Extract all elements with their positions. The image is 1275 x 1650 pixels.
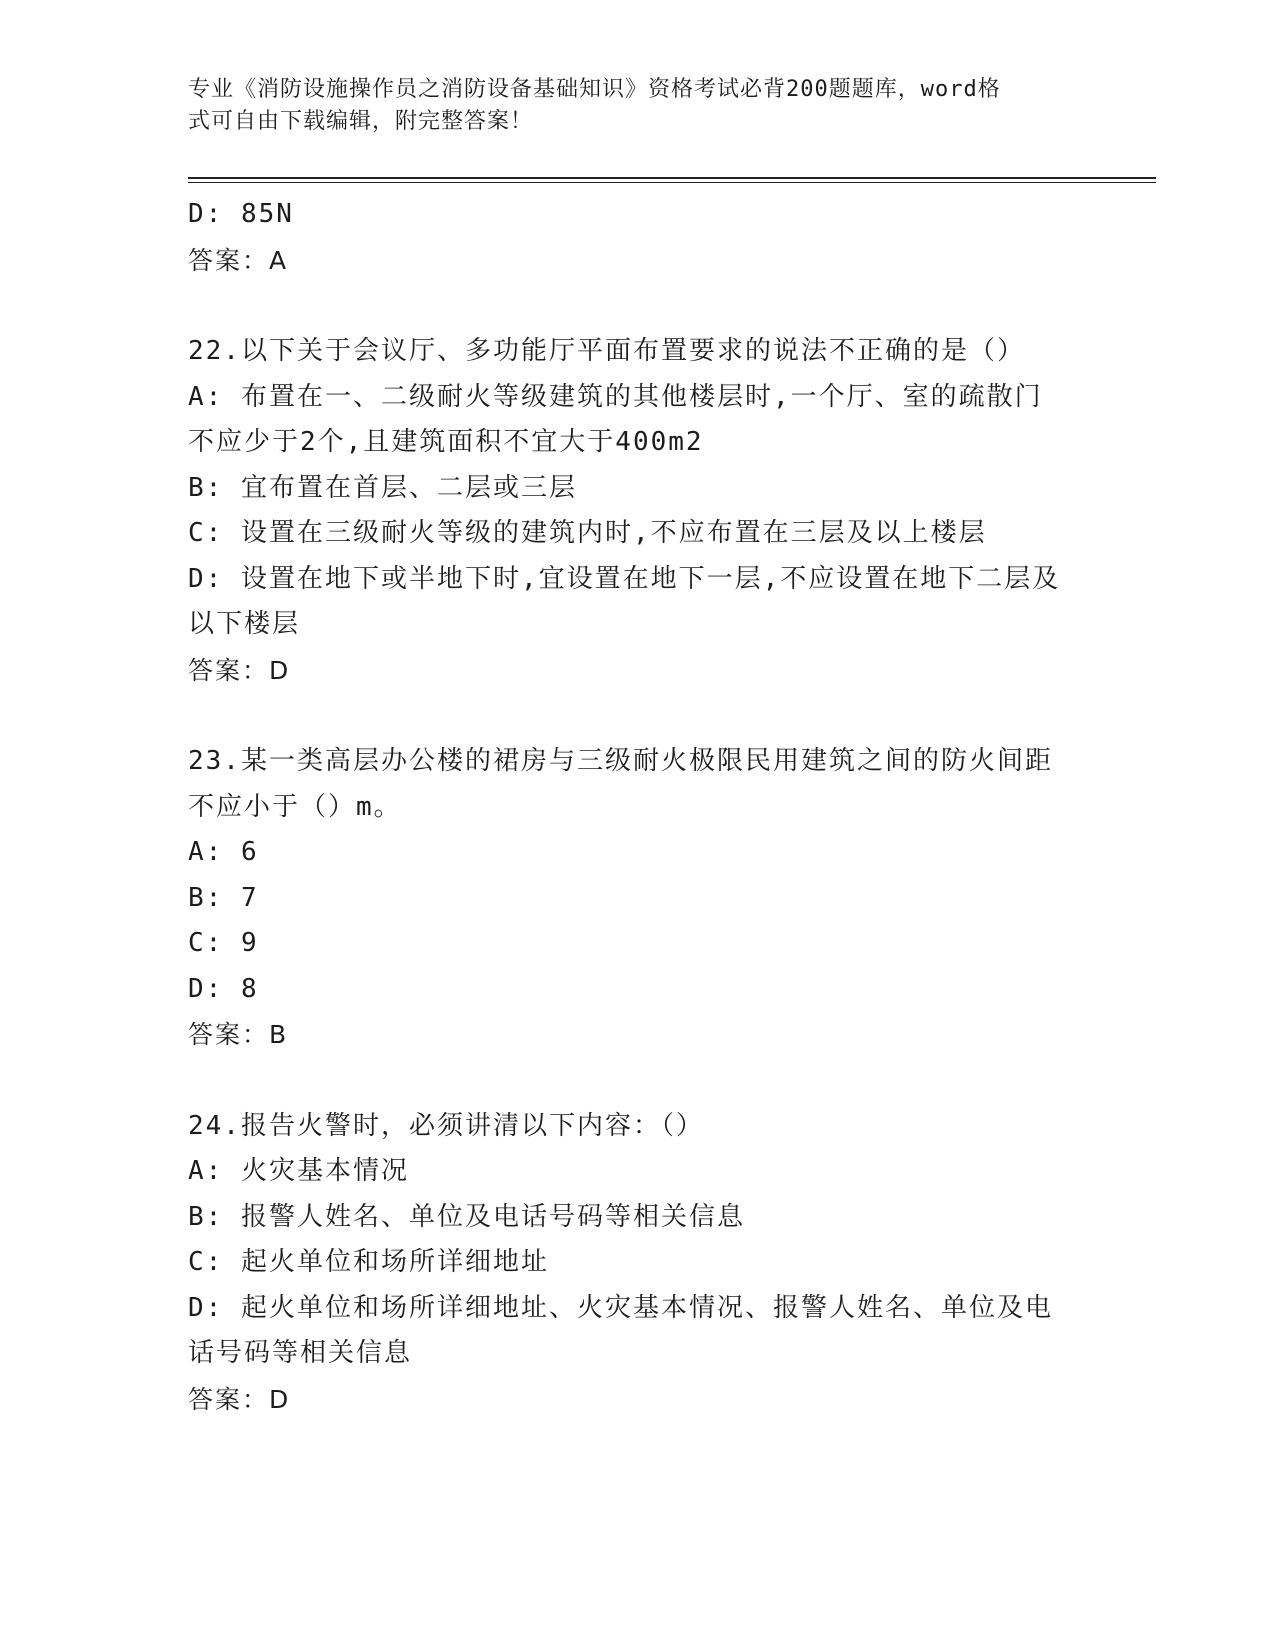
answer-line: 答案：D [188,655,291,685]
question-block [188,1104,1088,1423]
header-line-1: 专业《消防设施操作员之消防设备基础知识》资格考试必背200题题库，word格 [188,77,1001,102]
option-line: A: 火灾基本情况 [188,1156,409,1186]
option-line: 以下楼层 [188,609,301,639]
question-stem: 22.以下关于会议厅、多功能厅平面布置要求的说法不正确的是（） [188,336,1025,366]
question-block [188,739,1088,1104]
option-line: 话号码等相关信息 [188,1338,413,1368]
question-stem: 不应小于（）m。 [188,791,402,822]
answer-line: 答案：D [188,1384,291,1414]
question-block [188,329,1088,739]
spacer [188,1058,1088,1104]
question-stem: 24.报告火警时，必须讲清以下内容：（） [188,1110,704,1141]
header-divider-thin [188,182,1156,183]
option-line: D: 起火单位和场所详细地址、火灾基本情况、报警人姓名、单位及电 [188,1292,1053,1323]
spacer [188,283,1088,329]
option-line: C: 起火单位和场所详细地址 [188,1247,549,1277]
option-line: B: 报警人姓名、单位及电话号码等相关信息 [188,1201,745,1232]
question-stem: 23.某一类高层办公楼的裙房与三级耐火极限民用建筑之间的防火间距 [188,746,1053,776]
answer-line: 答案：B [188,1020,289,1049]
option-line: C: 9 [188,928,259,958]
option-line: C: 设置在三级耐火等级的建筑内时,不应布置在三层及以上楼层 [188,518,987,548]
questions-container [188,329,1088,1422]
option-line: A: 6 [188,837,259,867]
prev-option-d: D: 85N [188,199,294,229]
option-line: B: 7 [188,882,259,913]
prev-answer: 答案：A [188,245,289,275]
option-line: 不应少于2个,且建筑面积不宜大于400m2 [188,427,704,457]
header-divider-thick [188,177,1156,179]
document-header [188,74,1088,138]
question-list [188,192,1088,1422]
option-line: D: 设置在地下或半地下时,宜设置在地下一层,不应设置在地下二层及 [188,563,1061,594]
option-line: B: 宜布置在首层、二层或三层 [188,472,577,503]
option-line: D: 8 [188,973,259,1004]
header-line-2: 式可自由下载编辑，附完整答案！ [188,109,534,134]
spacer [188,693,1088,739]
option-line: A: 布置在一、二级耐火等级建筑的其他楼层时,一个厅、室的疏散门 [188,381,1043,412]
